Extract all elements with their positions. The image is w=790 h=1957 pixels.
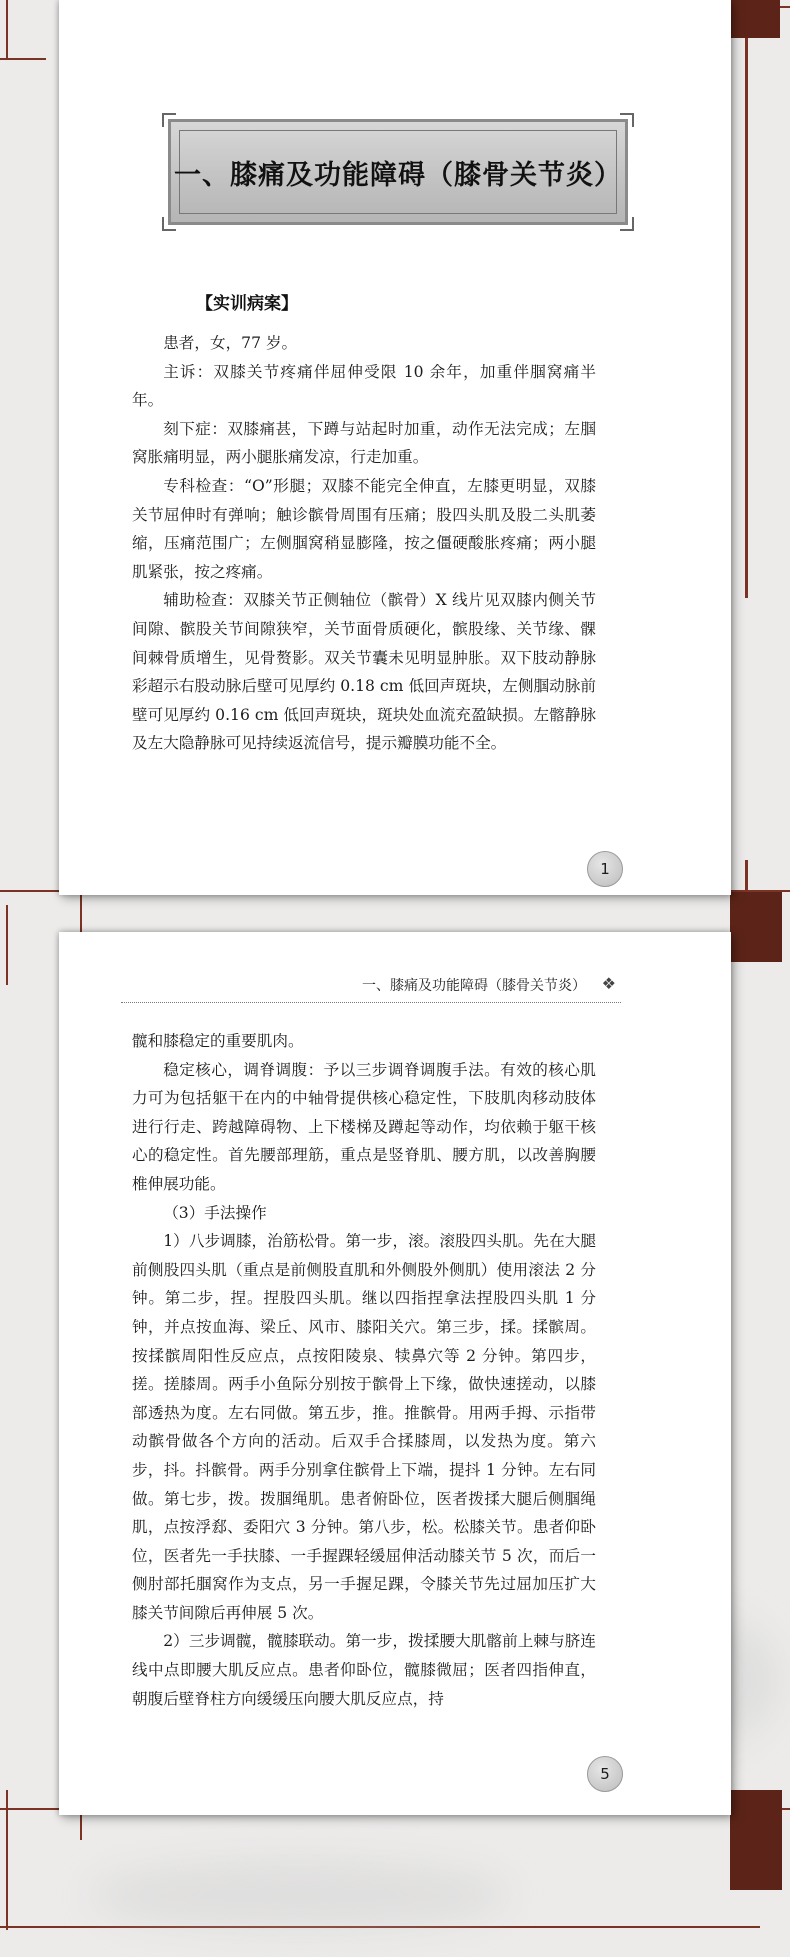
chapter-title: 一、膝痛及功能障碍（膝骨关节炎）: [174, 159, 622, 191]
page-number-badge: 1: [587, 851, 623, 887]
paragraph: （3）手法操作: [163, 1203, 267, 1222]
page-number-badge: 5: [587, 1756, 623, 1792]
background-frame-block: [730, 1790, 782, 1890]
background-frame-line: [6, 1790, 8, 1930]
banner-corner-ornament: [162, 217, 176, 231]
book-page-1: [59, 0, 731, 895]
paragraph: 患者，女，77 岁。: [163, 334, 298, 352]
background-frame-line: [6, 0, 8, 60]
paragraph: 1）八步调膝，治筋松骨。第一步，滚。滚股四头肌。先在大腿前侧股四头肌（重点是前侧股直肌和外侧股外侧肌）使用滚法 2 分钟。第二步，捏。捏股四头肌。继以四指捏拿法捏股四头肌 1 分钟，并点按血海、梁丘、风市、膝阳关穴。第三步，揉。揉髌周。按揉髌周阳性反应点，点按阳陵泉、犊鼻穴等 2 分钟。第四步，搓。搓膝周。两手小鱼际分别按于髌骨上下缘，做快速搓动，以膝部透热为度。左右同做。第五步，推。推髌骨。用两手拇、示指带动髌骨做各个方向的活动。后双手合揉膝周，以发热为度。第六步，抖。抖髌骨。两手分别拿住髌骨上下端，提抖 1 分钟。左右同做。第七步，拨。拨腘绳肌。患者俯卧位，医者拨揉大腿后侧腘绳肌，点按浮郄、委阳穴 3 分钟。第八步，松。松膝关节。患者仰卧位，医者先一手扶膝、一手握踝轻缓屈伸活动膝关节 5 次，而后一侧肘部托腘窝作为支点，另一手握足踝，令膝关节先过屈加压扩大膝关节间隙后再伸展 5 次。: [132, 1232, 596, 1622]
banner-corner-ornament: [620, 113, 634, 127]
paragraph: 2）三步调髋，髋膝联动。第一步，拨揉腰大肌髂前上棘与脐连线中点即腰大肌反应点。患者仰卧位，髋膝微屈；医者四指伸直，朝腹后壁脊柱方向缓缓压向腰大肌反应点，持: [132, 1632, 596, 1708]
title-banner: [168, 119, 628, 225]
background-frame-line: [745, 38, 748, 598]
case-body-text: [132, 329, 596, 758]
running-header-title: 一、膝痛及功能障碍（膝骨关节炎）: [362, 978, 586, 994]
paragraph: 专科检查：“O”形腿；双膝不能完全伸直，左膝更明显，双膝关节屈伸时有弹响；触诊髌骨周围有压痛；股四头肌及股二头肌萎缩，压痛范围广；左侧腘窝稍显膨隆，按之僵硬酸胀疼痛；两小腿肌紧张，按之疼痛。: [132, 476, 596, 581]
flower-ornament-icon: ❖: [601, 974, 616, 993]
paragraph: 辅助检查：双膝关节正侧轴位（髌骨）X 线片见双膝内侧关节间隙、髌股关节间隙狭窄，关节面骨质硬化，髌股缘、关节缘、髁间棘骨质增生，见骨赘影。双关节囊未见明显肿胀。双下肢动静脉彩超示右股动脉后壁可见厚约 0.18 cm 低回声斑块，左侧腘动脉前壁可见厚约 0.16 cm 低回声斑块，斑块处血流充盈缺损。左髂静脉及左大隐静脉可见持续返流信号，提示瓣膜功能不全。: [132, 591, 596, 753]
background-mist: [90, 1860, 510, 1930]
header-dotted-rule: [121, 1002, 621, 1003]
manipulation-body-text: [132, 1027, 596, 1713]
section-heading: 【实训病案】: [196, 294, 298, 314]
paragraph: 主诉：双膝关节疼痛伴屈伸受限 10 余年，加重伴腘窝痛半年。: [132, 362, 596, 410]
background-frame-block: [728, 0, 780, 38]
running-header: [120, 975, 620, 997]
background-frame-block: [730, 892, 782, 962]
banner-corner-ornament: [162, 113, 176, 127]
paragraph: 髋和膝稳定的重要肌肉。: [132, 1032, 304, 1050]
background-frame-line: [6, 905, 8, 985]
paragraph: 稳定核心，调脊调腹：予以三步调脊调腹手法。有效的核心肌力可为包括躯干在内的中轴骨提供核心稳定性，下肢肌肉移动肢体进行行走、跨越障碍物、上下楼梯及蹲起等动作，均依赖于躯干核心的稳定性。首先腰部理筋，重点是竖脊肌、腰方肌，以改善胸腰椎伸展功能。: [132, 1060, 596, 1193]
paragraph: 刻下症：双膝痛甚，下蹲与站起时加重，动作无法完成；左腘窝胀痛明显，两小腿胀痛发凉，行走加重。: [132, 419, 596, 467]
banner-corner-ornament: [620, 217, 634, 231]
